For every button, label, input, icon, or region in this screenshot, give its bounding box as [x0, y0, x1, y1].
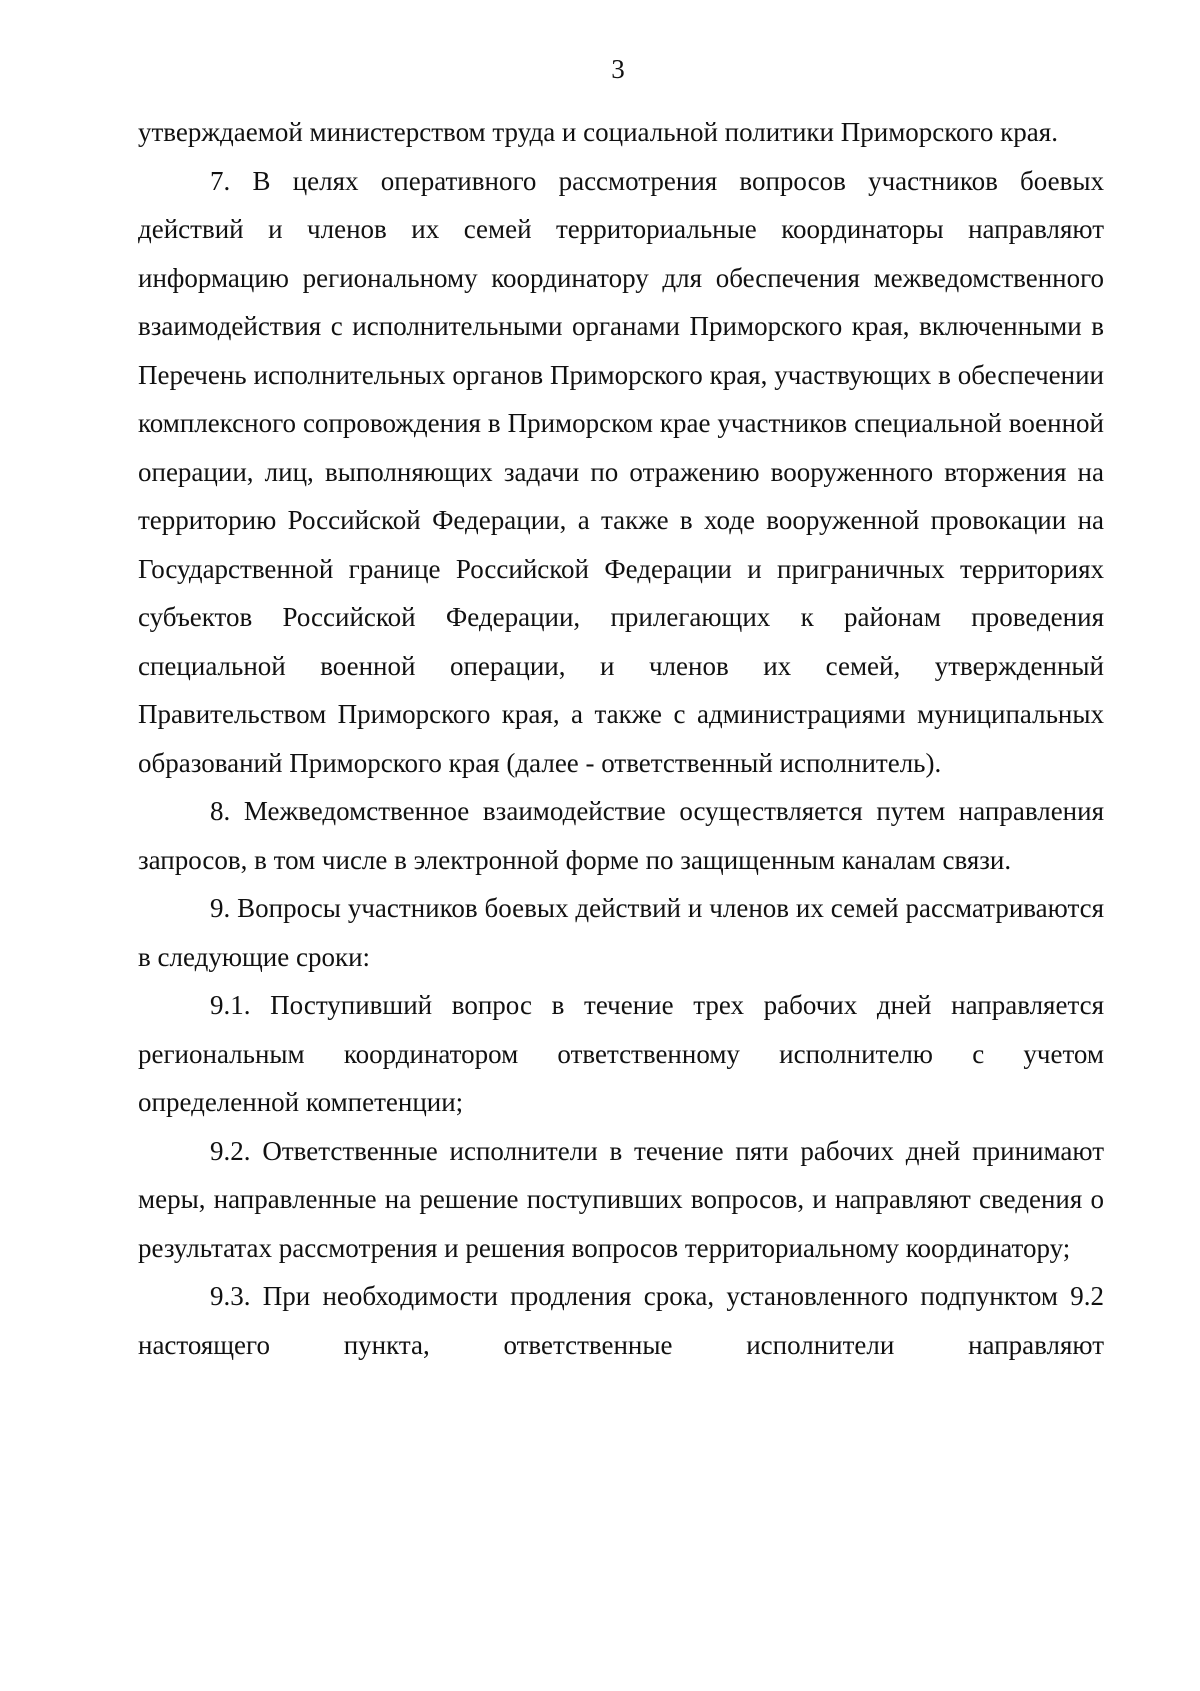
paragraph-item-7: 7. В целях оперативного рассмотрения вопросов участников боевых действий и членов их семей территориальные координаторы направляют информацию региональному координатору для обеспечения межведомственного взаимодействия с исполнительными органами Приморского края, включенными в Перечень исполнительных органов Приморского края, участвующих в обеспечении комплексного сопровождения в Приморском крае участников специальной военной операции, лиц, выполняющих задачи по отражению вооруженного вторжения на территорию Российской Федерации, а также в ходе вооруженной провокации на Государственной границе Российской Федерации и приграничных территориях субъектов Российской Федерации, прилегающих к районам проведения специальной военной операции, и членов их семей, утвержденный Правительством Приморского края, а также с администрациями муниципальных образований Приморского края (далее - ответственный исполнитель). — [138, 165, 1104, 778]
page-number: 3 — [611, 54, 625, 84]
paragraph-item-8: 8. Межведомственное взаимодействие осуществляется путем направления запросов, в том числе в электронной форме по защищенным каналам связи. — [138, 796, 1104, 875]
paragraph-item-9-3: 9.3. При необходимости продления срока, установленного подпунктом 9.2 настоящего пункта, ответственные исполнители направляют — [138, 1281, 1104, 1360]
document-body — [138, 108, 1104, 1369]
paragraph-item-9-2: 9.2. Ответственные исполнители в течение пяти рабочих дней принимают меры, направленные на решение поступивших вопросов, и направляют сведения о результатах рассмотрения и решения вопросов территориальному координатору; — [138, 1135, 1104, 1263]
paragraph-continuation: утверждаемой министерством труда и социальной политики Приморского края. — [138, 117, 1058, 147]
paragraph-item-9-1: 9.1. Поступивший вопрос в течение трех рабочих дней направляется региональным координатором ответственному исполнителю с учетом определенной компетенции; — [138, 990, 1104, 1117]
paragraph-item-9: 9. Вопросы участников боевых действий и членов их семей рассматриваются в следующие сроки: — [138, 893, 1104, 972]
